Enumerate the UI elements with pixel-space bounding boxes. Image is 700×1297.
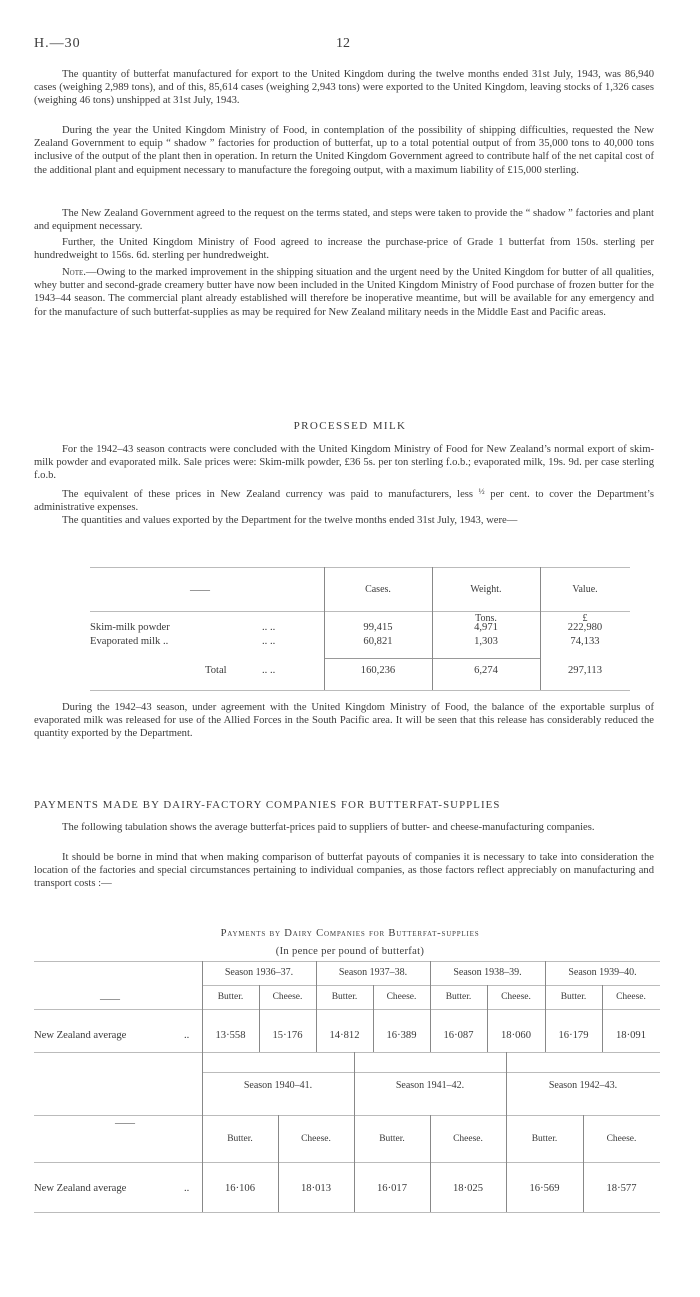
milk-header-cases: Cases. — [365, 584, 391, 595]
payments1-sub-cheese: Cheese. — [386, 992, 417, 1002]
payments2-sub-butter: Butter. — [379, 1134, 405, 1144]
payments1-value: 18·091 — [615, 1030, 646, 1041]
payments1-sub-butter: Butter. — [445, 992, 472, 1002]
note-text: —Owing to the marked improvement in the shipping situation and the urgent need by the United Kingdom for butter of all qualities, whey butter and second-grade creamery butter have now been included in the United Kingdom Ministry of Food purchase of frozen butter for the 1943–44 season. The commercial plant already established will therefore be inoperative meantime, but will be available for any emergency and for the manufacture of such butterfat-supplies as may be required for New Zealand military needs in the Middle East and Pacific areas. — [34, 267, 654, 318]
payments2-value: 16·106 — [224, 1183, 255, 1194]
payments1-row-label: New Zealand average — [34, 1030, 127, 1041]
payments1-value: 18·060 — [500, 1030, 531, 1041]
payments1-value: 16·389 — [386, 1030, 417, 1041]
payments1-sub-cheese: Cheese. — [616, 992, 646, 1002]
milk-row-dots: .. .. — [262, 636, 276, 647]
payments1-season: Season 1936–37. — [224, 967, 294, 978]
paragraph-tabulation: The following tabulation shows the average butterfat-prices paid to suppliers of butter- and cheese-manufacturing companies. — [62, 822, 595, 833]
paragraph-shadow-factories: During the year the United Kingdom Ministry of Food, in contemplation of the possibility of shipping difficulties, requested the New Zealand Government to equip “ shadow ” factories for production of butterfat, up to a total potential output of from 35,000 tons to 40,000 tons inclusive of the output of the plant then in operation. In return the United Kingdom Government agreed to contribute half of the net capital cost of the additional plant and equipment necessary to manufacture the foregoing output, with a maximum liability of £15,000 sterling. — [34, 125, 654, 176]
milk-row-label: Skim-milk powder — [90, 622, 170, 633]
milk-header-value: Value. — [572, 584, 598, 595]
note-lead: Note. — [62, 267, 86, 278]
milk-row-label: Evaporated milk .. — [90, 636, 169, 647]
payments2-sub-butter: Butter. — [227, 1134, 253, 1144]
payments2-sub-butter: Butter. — [531, 1134, 558, 1144]
milk-total-label: Total — [205, 665, 227, 676]
paragraph-note — [34, 266, 654, 319]
milk-total-cases: 160,236 — [360, 665, 396, 676]
payments-table-title: Payments by Dairy Companies for Butterfat-supplies — [220, 928, 480, 939]
milk-total-weight: 6,274 — [474, 665, 498, 676]
milk-row-cases: 60,821 — [363, 636, 393, 647]
paragraph-contracts: For the 1942–43 season contracts were concluded with the United Kingdom Ministry of Food for New Zealand’s normal export of skim-milk powder and evaporated milk. Sale prices were: Skim-milk powder, £36 5s. per ton sterling f.o.b.; evaporated milk, 19s. 9d. per case sterling f.o.b. — [34, 444, 654, 482]
payments2-season: Season 1940–41. — [243, 1080, 313, 1091]
paragraph-quantities: The quantities and values exported by the Department for the twelve months ended 31st July, 1943, were— — [62, 515, 518, 526]
milk-row-cases: 99,415 — [363, 622, 393, 633]
milk-row-weight: 1,303 — [474, 636, 498, 647]
payments1-value: 16·087 — [443, 1030, 474, 1041]
milk-row-dots: .. .. — [262, 622, 276, 633]
payments2-season: Season 1941–42. — [395, 1080, 465, 1091]
payments1-value: 15·176 — [272, 1030, 303, 1041]
milk-row-value: 74,133 — [570, 636, 600, 647]
payments1-value: 14·812 — [329, 1030, 360, 1041]
payments1-season: Season 1939–40. — [568, 967, 637, 978]
payments2-value: 18·013 — [300, 1183, 331, 1194]
heading-processed-milk: PROCESSED MILK — [293, 420, 407, 432]
milk-header-blank: —— — [190, 585, 210, 596]
payments1-sub-butter: Butter. — [217, 992, 244, 1002]
paragraph-comparison: It should be borne in mind that when making comparison of butterfat payouts of companies it is necessary to take into consideration the location of the factories and special circumstances pertaining to individual companies, as those factors reflect appreciably on manufacturing and transport costs :— — [34, 852, 654, 890]
payments2-sub-cheese: Cheese. — [606, 1134, 637, 1144]
payments1-sub-butter: Butter. — [560, 992, 587, 1002]
section-reference: H.—30 — [34, 36, 81, 51]
payments2-season: Season 1942–43. — [548, 1080, 618, 1091]
payments1-sub-butter: Butter. — [331, 992, 358, 1002]
payments2-value: 18·025 — [452, 1183, 483, 1194]
payments2-row-dots: .. — [184, 1183, 190, 1194]
payments1-row-dots: .. — [184, 1030, 190, 1041]
payments1-sub-cheese: Cheese. — [272, 992, 303, 1002]
payments1-season: Season 1938–39. — [453, 967, 522, 978]
fraction-half: ½ — [478, 487, 485, 496]
milk-row-value: 222,980 — [567, 622, 603, 633]
paragraph-allied-forces: During the 1942–43 season, under agreement with the United Kingdom Ministry of Food, the balance of the exportable surplus of evaporated milk was released for use of the Allied Forces in the South Pacific area. It will be seen that this release has considerably reduced the quantity exported by the Department. — [34, 702, 654, 740]
payments2-blank: —— — [115, 1118, 135, 1129]
payments2-value: 16·569 — [529, 1183, 560, 1194]
heading-payments: PAYMENTS MADE BY DAIRY-FACTORY COMPANIES FOR BUTTERFAT-SUPPLIES — [34, 799, 501, 811]
milk-unit-weight: Tons. — [475, 613, 497, 624]
payments1-blank: —— — [100, 994, 120, 1005]
paragraph-government-agreed: The New Zealand Government agreed to the request on the terms stated, and steps were taken to provide the “ shadow ” factories and plant and equipment necessary. — [34, 208, 654, 233]
paragraph-purchase-price: Further, the United Kingdom Ministry of Food agreed to increase the purchase-price of Grade 1 butterfat from 150s. sterling per hundredweight to 156s. 6d. sterling per hundredweight. — [34, 237, 654, 262]
payments1-value: 13·558 — [215, 1030, 246, 1041]
milk-total-dots: .. .. — [262, 665, 276, 676]
payments1-season: Season 1937–38. — [338, 967, 408, 978]
payments2-sub-cheese: Cheese. — [453, 1134, 483, 1144]
milk-unit-value: £ — [582, 613, 588, 624]
payments1-value: 16·179 — [558, 1030, 589, 1041]
milk-header-weight: Weight. — [470, 584, 502, 595]
page-number: 12 — [336, 36, 350, 51]
payments2-value: 18·577 — [606, 1183, 637, 1194]
milk-row-weight: 4,971 — [474, 622, 498, 633]
payments2-sub-cheese: Cheese. — [301, 1134, 331, 1144]
paragraph-currency: The equivalent of these prices in New Zealand currency was paid to manufacturers, less $^{\frac{1}{2}}$ per cent. to cover the Department’s administrative expenses. — [34, 487, 654, 514]
payments-table-subtitle: (In pence per pound of butterfat) — [275, 946, 425, 957]
paragraph-butterfat-quantity: The quantity of butterfat manufactured for export to the United Kingdom during the twelve months ended 31st July, 1943, was 86,940 cases (weighing 2,989 tons), and of this, 85,614 cases (weighing 2,943 tons) were exported to the United Kingdom, leaving stocks of 1,326 cases (weighing 46 tons) unshipped at 31st July, 1943. — [34, 69, 654, 107]
payments2-value: 16·017 — [376, 1183, 407, 1194]
milk-total-value: 297,113 — [567, 665, 603, 676]
payments2-row-label: New Zealand average — [34, 1183, 127, 1194]
payments1-sub-cheese: Cheese. — [501, 992, 531, 1002]
